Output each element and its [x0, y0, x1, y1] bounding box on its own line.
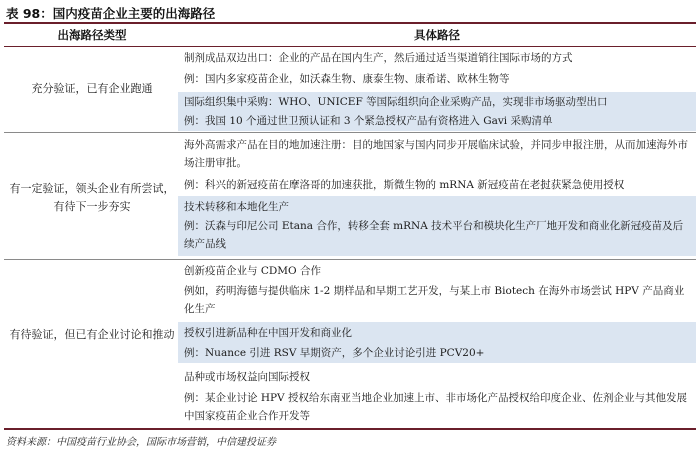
path-row: 制剂成品双边出口：企业的产品在国内生产，然后通过适当渠道销往国际市场的方式: [184, 52, 573, 64]
path-row: 例：科兴的新冠疫苗在摩洛哥的加速获批，斯微生物的 mRNA 新冠疫苗在老挝获紧急使用授权: [184, 179, 625, 191]
table-title: 表 98：国内疫苗企业主要的出海路径: [6, 6, 216, 21]
header-path-type: 出海路径类型: [57, 28, 127, 42]
source-note: 资料来源：中国疫苗行业协会，国际市场营销，中信建投证券: [6, 437, 276, 448]
title-rule: [4, 22, 696, 24]
path-row: 品种或市场权益向国际授权: [184, 371, 310, 383]
path-row: 例：某企业讨论 HPV 授权给东南亚当地企业加速上市、非市场化产品授权给印度企业、佐剂企业与其他发展中国家疫苗企业合作开发等: [184, 392, 687, 422]
path-row: 例：沃森与印尼公司 Etana 合作，转移全套 mRNA 技术平台和模块化生产厂地开发和商业化新冠疫苗及后续产品线: [184, 220, 684, 250]
path-row: 例：国内多家疫苗企业，如沃森生物、康泰生物、康希诺、欧林生物等: [184, 73, 510, 85]
path-row: 创新疫苗企业与 CDMO 合作: [184, 265, 321, 277]
path-row: 海外高需求产品在目的地加速注册：目的地国家与国内同步开展临床试验，并同步申报注册，从而加速海外市场注册审批。: [184, 139, 688, 169]
path-row: 例：Nuance 引进 RSV 早期资产，多个企业讨论引进 PCV20+: [184, 347, 485, 359]
bottom-rule: [4, 428, 696, 430]
group-divider: [4, 259, 696, 260]
header-rule: [4, 46, 696, 47]
category-label: 充分验证，已有企业跑通: [31, 82, 153, 95]
category-label: 有待验证，但已有企业讨论和推动: [9, 328, 175, 341]
path-row: 例如，药明海德与提供临床 1-2 期样品和早期工艺开发，与某上市 Biotech 在海外市场尝试 HPV 产品商业化生产: [184, 285, 685, 315]
path-row: 例：我国 10 个通过世卫预认证和 3 个紧急授权产品有资格进入 Gavi 采购清单: [184, 115, 553, 127]
header-specific-path: 具体路径: [414, 28, 460, 42]
path-row: 国际组织集中采购：WHO、UNICEF 等国际组织向企业采购产品，实现非市场驱动型出口: [184, 96, 608, 108]
path-row: 技术转移和本地化生产: [184, 201, 289, 213]
path-row: 授权引进新品种在中国开发和商业化: [184, 327, 352, 339]
group-divider: [4, 132, 696, 133]
category-label: 有一定验证，领头企业有所尝试，有待下一步夯实: [9, 182, 175, 213]
